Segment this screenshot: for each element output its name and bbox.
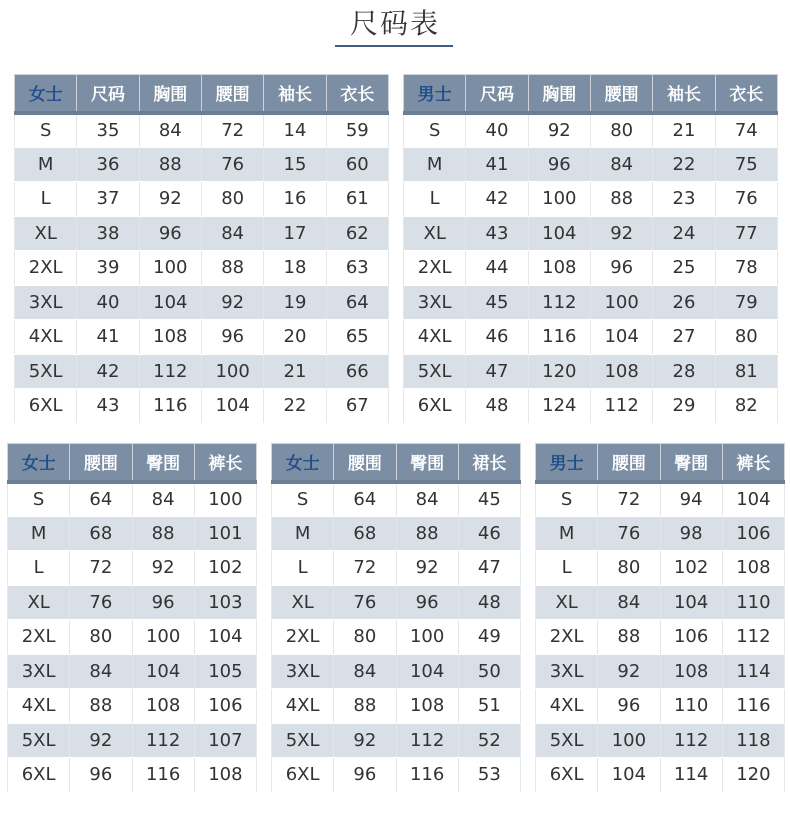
size-label-cell: 4XL <box>8 689 70 724</box>
table-row <box>272 654 521 689</box>
measurement-cell: 98 <box>660 516 722 551</box>
measurement-cell: 116 <box>139 389 201 424</box>
measurement-cell: 108 <box>194 758 256 793</box>
measurement-cell: 47 <box>458 551 520 586</box>
size-label-cell: S <box>8 482 70 517</box>
measurement-cell: 96 <box>334 758 396 793</box>
table-row <box>404 285 778 320</box>
measurement-cell: 84 <box>201 216 263 251</box>
table-row <box>536 758 785 793</box>
table-row <box>15 389 389 424</box>
measurement-cell: 64 <box>334 482 396 517</box>
measurement-cell: 104 <box>201 389 263 424</box>
size-label-cell: S <box>404 113 466 148</box>
size-label-cell: 5XL <box>404 354 466 389</box>
size-label-cell: XL <box>15 216 77 251</box>
measurement-cell: 116 <box>528 320 590 355</box>
measurement-cell: 96 <box>528 147 590 182</box>
measurement-cell: 92 <box>70 723 132 758</box>
size-label-cell: XL <box>8 585 70 620</box>
size-label-cell: L <box>272 551 334 586</box>
size-label-cell: 4XL <box>272 689 334 724</box>
measurement-cell: 116 <box>396 758 458 793</box>
table-row <box>536 620 785 655</box>
measurement-cell: 96 <box>201 320 263 355</box>
measurement-cell: 24 <box>653 216 715 251</box>
measurement-cell: 80 <box>598 551 660 586</box>
size-label-cell: S <box>536 482 598 517</box>
measurement-cell: 92 <box>201 285 263 320</box>
table-row <box>536 585 785 620</box>
size-label-cell: 6XL <box>404 389 466 424</box>
table-header-row <box>272 444 521 482</box>
measurement-cell: 106 <box>660 620 722 655</box>
size-label-cell: 3XL <box>536 654 598 689</box>
size-label-cell: 3XL <box>272 654 334 689</box>
size-label-cell: 6XL <box>15 389 77 424</box>
measurement-cell: 26 <box>653 285 715 320</box>
measurement-cell: 112 <box>660 723 722 758</box>
table-row <box>404 251 778 286</box>
size-table-women-pants <box>7 443 257 793</box>
measurement-cell: 118 <box>722 723 784 758</box>
measurement-cell: 84 <box>396 482 458 517</box>
measurement-cell: 92 <box>334 723 396 758</box>
measurement-cell: 46 <box>466 320 528 355</box>
column-header: 衣长 <box>326 75 388 113</box>
measurement-cell: 25 <box>653 251 715 286</box>
table-row <box>8 620 257 655</box>
measurement-cell: 112 <box>396 723 458 758</box>
table-row <box>272 689 521 724</box>
size-label-cell: M <box>15 147 77 182</box>
measurement-cell: 38 <box>77 216 139 251</box>
column-header: 男士 <box>404 75 466 113</box>
table-row <box>272 620 521 655</box>
table-row <box>15 113 389 148</box>
measurement-cell: 104 <box>590 320 652 355</box>
measurement-cell: 40 <box>77 285 139 320</box>
size-label-cell: 2XL <box>536 620 598 655</box>
measurement-cell: 61 <box>326 182 388 217</box>
page-title: 尺码表 <box>349 7 440 40</box>
measurement-cell: 106 <box>722 516 784 551</box>
measurement-cell: 88 <box>70 689 132 724</box>
measurement-cell: 35 <box>77 113 139 148</box>
column-header: 臀围 <box>132 444 194 482</box>
table-row <box>404 113 778 148</box>
measurement-cell: 104 <box>598 758 660 793</box>
table-row <box>536 482 785 517</box>
measurement-cell: 60 <box>326 147 388 182</box>
size-label-cell: 4XL <box>536 689 598 724</box>
measurement-cell: 76 <box>201 147 263 182</box>
measurement-cell: 96 <box>70 758 132 793</box>
measurement-cell: 72 <box>334 551 396 586</box>
measurement-cell: 42 <box>77 354 139 389</box>
size-label-cell: M <box>8 516 70 551</box>
table-row <box>15 354 389 389</box>
measurement-cell: 51 <box>458 689 520 724</box>
table-row <box>8 585 257 620</box>
measurement-cell: 96 <box>132 585 194 620</box>
measurement-cell: 108 <box>660 654 722 689</box>
measurement-cell: 76 <box>70 585 132 620</box>
table-row <box>8 551 257 586</box>
measurement-cell: 81 <box>715 354 777 389</box>
measurement-cell: 92 <box>528 113 590 148</box>
table-row <box>272 482 521 517</box>
table-row <box>272 516 521 551</box>
measurement-cell: 108 <box>132 689 194 724</box>
measurement-cell: 92 <box>396 551 458 586</box>
measurement-cell: 104 <box>660 585 722 620</box>
size-table-men-pants <box>535 443 785 793</box>
table-row <box>15 216 389 251</box>
measurement-cell: 22 <box>264 389 326 424</box>
measurement-cell: 92 <box>132 551 194 586</box>
size-label-cell: XL <box>272 585 334 620</box>
table-header-row <box>404 75 778 113</box>
table-row <box>404 354 778 389</box>
measurement-cell: 124 <box>528 389 590 424</box>
size-label-cell: 5XL <box>8 723 70 758</box>
size-label-cell: 3XL <box>404 285 466 320</box>
measurement-cell: 68 <box>70 516 132 551</box>
measurement-cell: 41 <box>466 147 528 182</box>
size-label-cell: L <box>8 551 70 586</box>
measurement-cell: 27 <box>653 320 715 355</box>
measurement-cell: 104 <box>396 654 458 689</box>
measurement-cell: 62 <box>326 216 388 251</box>
measurement-cell: 47 <box>466 354 528 389</box>
measurement-cell: 100 <box>201 354 263 389</box>
measurement-cell: 104 <box>528 216 590 251</box>
table-row <box>15 182 389 217</box>
table-row <box>8 723 257 758</box>
table-header-row <box>8 444 257 482</box>
table-row <box>272 551 521 586</box>
size-label-cell: 3XL <box>15 285 77 320</box>
table-row <box>404 216 778 251</box>
measurement-cell: 92 <box>598 654 660 689</box>
column-header: 衣长 <box>715 75 777 113</box>
measurement-cell: 114 <box>660 758 722 793</box>
measurement-cell: 100 <box>590 285 652 320</box>
measurement-cell: 105 <box>194 654 256 689</box>
column-header: 腰围 <box>70 444 132 482</box>
measurement-cell: 77 <box>715 216 777 251</box>
measurement-cell: 88 <box>201 251 263 286</box>
measurement-cell: 76 <box>715 182 777 217</box>
measurement-cell: 19 <box>264 285 326 320</box>
measurement-cell: 72 <box>598 482 660 517</box>
measurement-cell: 88 <box>334 689 396 724</box>
column-header: 裙长 <box>458 444 520 482</box>
measurement-cell: 76 <box>598 516 660 551</box>
table-row <box>536 516 785 551</box>
size-label-cell: 2XL <box>15 251 77 286</box>
table-row <box>8 482 257 517</box>
size-label-cell: 5XL <box>536 723 598 758</box>
measurement-cell: 63 <box>326 251 388 286</box>
measurement-cell: 84 <box>132 482 194 517</box>
measurement-cell: 16 <box>264 182 326 217</box>
column-header: 尺码 <box>77 75 139 113</box>
measurement-cell: 76 <box>334 585 396 620</box>
measurement-cell: 28 <box>653 354 715 389</box>
measurement-cell: 67 <box>326 389 388 424</box>
measurement-cell: 104 <box>139 285 201 320</box>
size-label-cell: XL <box>536 585 598 620</box>
measurement-cell: 43 <box>77 389 139 424</box>
measurement-cell: 107 <box>194 723 256 758</box>
column-header: 裤长 <box>722 444 784 482</box>
table-row <box>272 723 521 758</box>
title-underline <box>335 45 453 47</box>
table-row <box>8 516 257 551</box>
table-row <box>8 689 257 724</box>
size-label-cell: 4XL <box>15 320 77 355</box>
size-label-cell: M <box>536 516 598 551</box>
measurement-cell: 106 <box>194 689 256 724</box>
measurement-cell: 48 <box>458 585 520 620</box>
column-header: 女士 <box>15 75 77 113</box>
table-header-row <box>15 75 389 113</box>
measurement-cell: 74 <box>715 113 777 148</box>
measurement-cell: 112 <box>132 723 194 758</box>
measurement-cell: 45 <box>466 285 528 320</box>
size-label-cell: M <box>272 516 334 551</box>
measurement-cell: 96 <box>396 585 458 620</box>
table-row <box>536 551 785 586</box>
column-header: 胸围 <box>139 75 201 113</box>
size-table-women-top <box>14 74 389 424</box>
measurement-cell: 88 <box>598 620 660 655</box>
table-row <box>404 320 778 355</box>
measurement-cell: 40 <box>466 113 528 148</box>
column-header: 臀围 <box>396 444 458 482</box>
size-label-cell: 3XL <box>8 654 70 689</box>
measurement-cell: 44 <box>466 251 528 286</box>
measurement-cell: 120 <box>722 758 784 793</box>
table-row <box>404 182 778 217</box>
table-row <box>404 147 778 182</box>
measurement-cell: 49 <box>458 620 520 655</box>
table-row <box>272 585 521 620</box>
measurement-cell: 72 <box>70 551 132 586</box>
measurement-cell: 92 <box>590 216 652 251</box>
measurement-cell: 116 <box>132 758 194 793</box>
measurement-cell: 39 <box>77 251 139 286</box>
measurement-cell: 21 <box>264 354 326 389</box>
measurement-cell: 104 <box>722 482 784 517</box>
measurement-cell: 112 <box>139 354 201 389</box>
size-label-cell: S <box>272 482 334 517</box>
measurement-cell: 45 <box>458 482 520 517</box>
measurement-cell: 48 <box>466 389 528 424</box>
measurement-cell: 84 <box>70 654 132 689</box>
measurement-cell: 112 <box>722 620 784 655</box>
measurement-cell: 68 <box>334 516 396 551</box>
table-row <box>15 147 389 182</box>
measurement-cell: 80 <box>590 113 652 148</box>
measurement-cell: 103 <box>194 585 256 620</box>
measurement-cell: 96 <box>139 216 201 251</box>
measurement-cell: 22 <box>653 147 715 182</box>
table-row <box>15 320 389 355</box>
size-label-cell: XL <box>404 216 466 251</box>
measurement-cell: 75 <box>715 147 777 182</box>
size-label-cell: 5XL <box>15 354 77 389</box>
measurement-cell: 110 <box>660 689 722 724</box>
column-header: 腰围 <box>590 75 652 113</box>
measurement-cell: 53 <box>458 758 520 793</box>
column-header: 腰围 <box>201 75 263 113</box>
column-header: 女士 <box>8 444 70 482</box>
column-header: 裤长 <box>194 444 256 482</box>
measurement-cell: 79 <box>715 285 777 320</box>
measurement-cell: 52 <box>458 723 520 758</box>
measurement-cell: 64 <box>70 482 132 517</box>
size-table-men-top <box>403 74 778 424</box>
measurement-cell: 116 <box>722 689 784 724</box>
measurement-cell: 21 <box>653 113 715 148</box>
measurement-cell: 104 <box>132 654 194 689</box>
measurement-cell: 92 <box>139 182 201 217</box>
column-header: 胸围 <box>528 75 590 113</box>
measurement-cell: 108 <box>396 689 458 724</box>
measurement-cell: 65 <box>326 320 388 355</box>
measurement-cell: 108 <box>590 354 652 389</box>
column-header: 臀围 <box>660 444 722 482</box>
measurement-cell: 100 <box>132 620 194 655</box>
size-label-cell: 5XL <box>272 723 334 758</box>
table-header-row <box>536 444 785 482</box>
size-label-cell: 6XL <box>536 758 598 793</box>
measurement-cell: 88 <box>396 516 458 551</box>
size-label-cell: L <box>404 182 466 217</box>
size-label-cell: L <box>15 182 77 217</box>
measurement-cell: 108 <box>528 251 590 286</box>
table-row <box>536 723 785 758</box>
table-row <box>15 285 389 320</box>
measurement-cell: 108 <box>139 320 201 355</box>
table-row <box>536 654 785 689</box>
measurement-cell: 100 <box>598 723 660 758</box>
measurement-cell: 80 <box>715 320 777 355</box>
size-label-cell: L <box>536 551 598 586</box>
measurement-cell: 102 <box>660 551 722 586</box>
measurement-cell: 88 <box>139 147 201 182</box>
measurement-cell: 80 <box>334 620 396 655</box>
size-label-cell: M <box>404 147 466 182</box>
measurement-cell: 14 <box>264 113 326 148</box>
measurement-cell: 42 <box>466 182 528 217</box>
column-header: 尺码 <box>466 75 528 113</box>
measurement-cell: 114 <box>722 654 784 689</box>
measurement-cell: 101 <box>194 516 256 551</box>
measurement-cell: 84 <box>590 147 652 182</box>
measurement-cell: 78 <box>715 251 777 286</box>
measurement-cell: 72 <box>201 113 263 148</box>
measurement-cell: 80 <box>201 182 263 217</box>
measurement-cell: 41 <box>77 320 139 355</box>
measurement-cell: 108 <box>722 551 784 586</box>
table-row <box>536 689 785 724</box>
table-row <box>15 251 389 286</box>
measurement-cell: 112 <box>590 389 652 424</box>
measurement-cell: 112 <box>528 285 590 320</box>
column-header: 腰围 <box>334 444 396 482</box>
measurement-cell: 100 <box>396 620 458 655</box>
column-header: 女士 <box>272 444 334 482</box>
measurement-cell: 15 <box>264 147 326 182</box>
measurement-cell: 17 <box>264 216 326 251</box>
measurement-cell: 110 <box>722 585 784 620</box>
size-label-cell: 2XL <box>8 620 70 655</box>
measurement-cell: 36 <box>77 147 139 182</box>
measurement-cell: 29 <box>653 389 715 424</box>
measurement-cell: 100 <box>528 182 590 217</box>
size-label-cell: 2XL <box>272 620 334 655</box>
measurement-cell: 66 <box>326 354 388 389</box>
measurement-cell: 94 <box>660 482 722 517</box>
measurement-cell: 102 <box>194 551 256 586</box>
measurement-cell: 20 <box>264 320 326 355</box>
measurement-cell: 120 <box>528 354 590 389</box>
size-label-cell: S <box>15 113 77 148</box>
table-row <box>272 758 521 793</box>
measurement-cell: 18 <box>264 251 326 286</box>
measurement-cell: 84 <box>598 585 660 620</box>
measurement-cell: 46 <box>458 516 520 551</box>
measurement-cell: 43 <box>466 216 528 251</box>
measurement-cell: 104 <box>194 620 256 655</box>
measurement-cell: 100 <box>194 482 256 517</box>
measurement-cell: 88 <box>590 182 652 217</box>
size-label-cell: 6XL <box>8 758 70 793</box>
measurement-cell: 82 <box>715 389 777 424</box>
measurement-cell: 100 <box>139 251 201 286</box>
measurement-cell: 96 <box>598 689 660 724</box>
measurement-cell: 96 <box>590 251 652 286</box>
measurement-cell: 59 <box>326 113 388 148</box>
table-row <box>404 389 778 424</box>
measurement-cell: 84 <box>334 654 396 689</box>
measurement-cell: 88 <box>132 516 194 551</box>
column-header: 男士 <box>536 444 598 482</box>
table-row <box>8 758 257 793</box>
size-label-cell: 2XL <box>404 251 466 286</box>
column-header: 袖长 <box>264 75 326 113</box>
size-label-cell: 4XL <box>404 320 466 355</box>
table-row <box>8 654 257 689</box>
size-label-cell: 6XL <box>272 758 334 793</box>
measurement-cell: 37 <box>77 182 139 217</box>
measurement-cell: 23 <box>653 182 715 217</box>
size-table-women-skirt <box>271 443 521 793</box>
column-header: 腰围 <box>598 444 660 482</box>
measurement-cell: 80 <box>70 620 132 655</box>
column-header: 袖长 <box>653 75 715 113</box>
measurement-cell: 50 <box>458 654 520 689</box>
measurement-cell: 84 <box>139 113 201 148</box>
measurement-cell: 64 <box>326 285 388 320</box>
